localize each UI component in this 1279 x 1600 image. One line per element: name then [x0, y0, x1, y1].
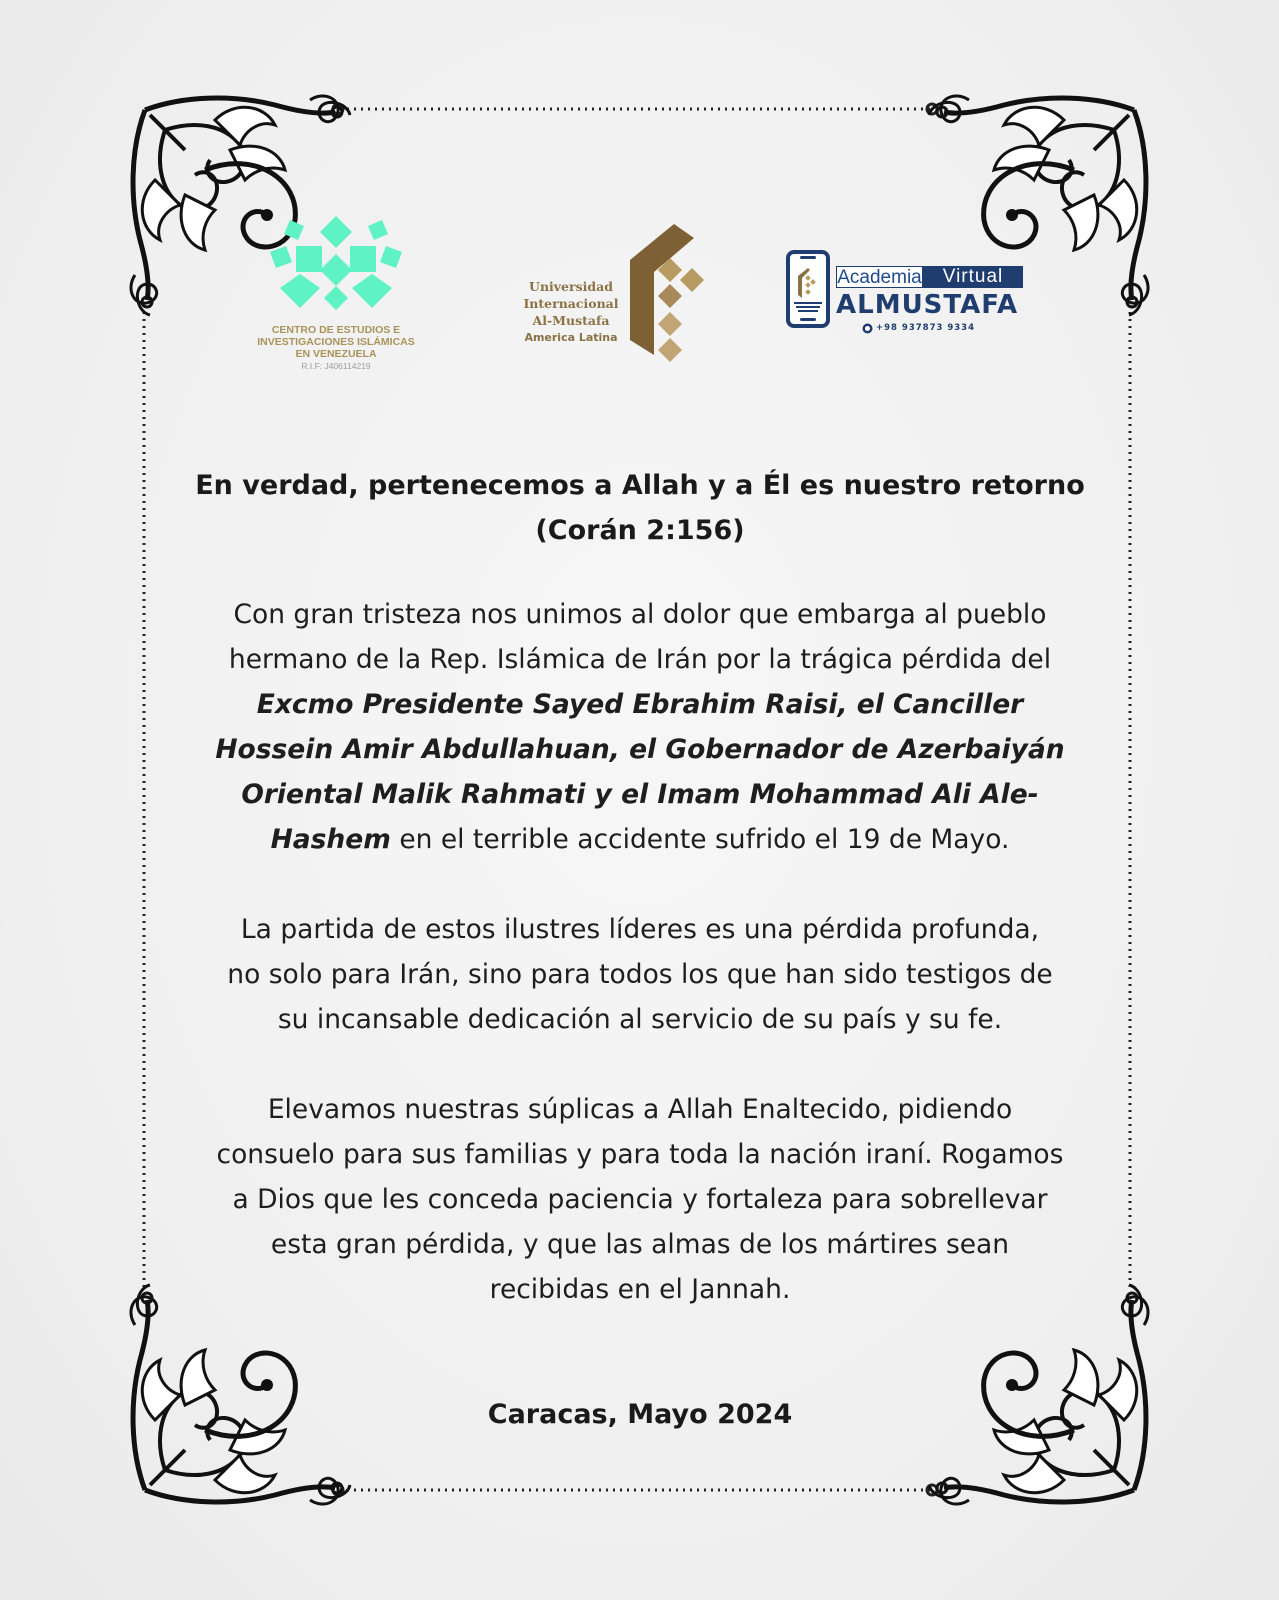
centro-emblem-icon — [236, 210, 436, 320]
p2-line1: La partida de estos ilustres líderes es una pérdida profunda, — [240, 914, 1040, 945]
centro-rif: R.I.F: J406114219 — [301, 361, 371, 371]
p3-line3: a Dios que les conceda paciencia y fortaleza para sobrellevar — [232, 1184, 1048, 1215]
p1-last-line — [170, 817, 1110, 862]
centro-estudios-logo — [236, 210, 436, 378]
condolence-paragraph — [170, 592, 1110, 862]
almustafa-name: ALMUSTAFA — [836, 290, 1019, 320]
p1-names-line3: Oriental Malik Rahmati y el Imam Mohammad Ali Ale- — [241, 779, 1039, 810]
universidad-logo — [520, 220, 720, 365]
virtual-word: Virtual — [923, 266, 1023, 288]
place-date: Caracas, Mayo 2024 — [487, 1399, 793, 1430]
centro-line3: EN VENEZUELA — [295, 348, 377, 360]
p1-line1: Con gran tristeza nos unimos al dolor que embarga al pueblo — [233, 599, 1047, 630]
academia-word: Academia — [837, 267, 922, 288]
leaders-paragraph — [170, 907, 1110, 1042]
heading-line1: En verdad, pertenecemos a Allah y a Él es nuestro retorno — [195, 470, 1085, 501]
p1-names-line4: Hashem — [270, 824, 391, 855]
academia-virtual-logo — [786, 250, 1046, 334]
whatsapp-icon — [862, 323, 873, 334]
centro-line2: INVESTIGACIONES ISLÁMICAS — [257, 336, 415, 348]
p1-names-line1: Excmo Presidente Sayed Ebrahim Raisi, el Canciller — [256, 689, 1024, 720]
quran-heading — [170, 463, 1110, 553]
p2-line2: no solo para Irán, sino para todos los que han sido testigos de — [227, 959, 1053, 990]
centro-line1: CENTRO DE ESTUDIOS E — [271, 324, 401, 336]
universidad-line3: Al-Mustafa — [532, 313, 610, 328]
p2-line3: su incansable dedicación al servicio de su país y su fe. — [277, 1004, 1003, 1035]
p3-line2: consuelo para sus familias y para toda la nación iraní. Rogamos — [216, 1139, 1064, 1170]
p3-line1: Elevamos nuestras súplicas a Allah Enaltecido, pidiendo — [267, 1094, 1013, 1125]
p1-tail: en el terrible accidente sufrido el 19 de Mayo. — [390, 824, 1010, 855]
p1-line2: hermano de la Rep. Islámica de Irán por la trágica pérdida del — [228, 644, 1052, 675]
p3-line5: recibidas en el Jannah. — [489, 1274, 791, 1305]
smartphone-icon — [786, 250, 830, 328]
universidad-emblem-icon — [624, 220, 714, 365]
prayer-paragraph — [170, 1087, 1110, 1312]
academia-phone: +98 937873 9334 — [876, 323, 976, 333]
universidad-line2: Internacional — [523, 296, 619, 311]
heading-reference: (Corán 2:156) — [535, 515, 745, 546]
p3-line4: esta gran pérdida, y que las almas de los mártires sean — [270, 1229, 1010, 1260]
universidad-line1: Universidad — [529, 279, 613, 294]
universidad-line4: America Latina — [524, 331, 618, 344]
p1-names-line2: Hossein Amir Abdullahuan, el Gobernador de Azerbaiyán — [215, 734, 1065, 765]
